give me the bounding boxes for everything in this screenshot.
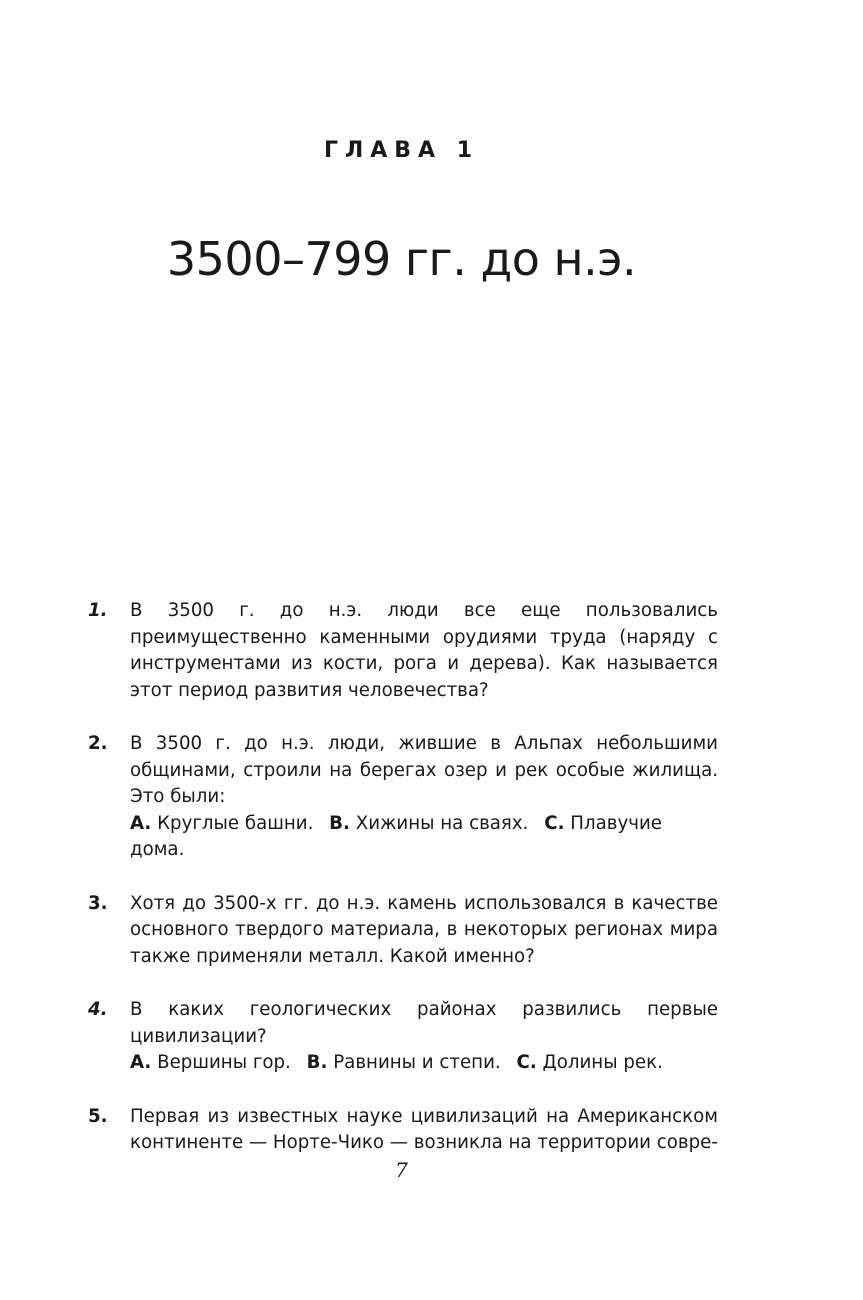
- option-letter: C.: [516, 1052, 537, 1073]
- question-1: [88, 598, 718, 704]
- option-text: Хижины на сваях.: [355, 812, 529, 834]
- option-text: Долины рек.: [542, 1052, 663, 1073]
- question-number: 1.: [88, 600, 108, 621]
- answer-options: [130, 811, 718, 864]
- question-number: 5.: [88, 1105, 108, 1127]
- option-text: Равнины и степи.: [333, 1052, 501, 1073]
- question-text: В каких геологических районах развились первые цивилизации?: [130, 999, 718, 1047]
- option-letter: A.: [130, 812, 152, 834]
- question-3: [88, 891, 718, 971]
- question-number: 3.: [88, 892, 108, 914]
- option-a: [130, 1052, 291, 1073]
- chapter-label: ГЛАВА 1: [323, 138, 480, 163]
- option-b: [329, 813, 528, 834]
- option-letter: B.: [329, 812, 350, 834]
- option-text: Круглые башни.: [157, 812, 314, 834]
- question-4: [88, 997, 718, 1077]
- option-letter: A.: [130, 1052, 152, 1073]
- question-5: [88, 1104, 718, 1157]
- page-number: 7: [395, 1158, 408, 1182]
- question-text: В 3500 г. до н.э. люди все еще пользовались преимущественно каменными орудиями труда (наряду с инструментами из кости, рога и дерева). Как называется этот период развития человечества?: [130, 600, 718, 701]
- option-letter: C.: [544, 812, 565, 834]
- question-number: 2.: [88, 733, 108, 754]
- chapter-title: 3500–799 гг. до н.э.: [166, 232, 637, 286]
- question-list: [88, 598, 718, 1184]
- option-text: Плавучие дома.: [130, 812, 662, 860]
- question-2: [88, 731, 718, 864]
- option-b: [307, 1052, 501, 1073]
- option-text: Вершины гор.: [157, 1052, 291, 1073]
- question-text: Первая из известных науке цивилизаций на Американском континенте — Норте-Чико — возникла на территории совре-: [130, 1105, 718, 1153]
- option-letter: B.: [306, 1052, 328, 1073]
- answer-options: [130, 1050, 718, 1077]
- question-text: Хотя до 3500-х гг. до н.э. камень использовался в качестве основного твердого материала, в некоторых регионах мира также применяли металл. Какой именно?: [130, 892, 718, 967]
- question-number: 4.: [88, 999, 108, 1020]
- option-c: [516, 1052, 662, 1073]
- option-a: [130, 813, 313, 834]
- question-text: В 3500 г. до н.э. люди, жившие в Альпах небольшими общинами, строили на берегах озер и рек особые жилища. Это были:: [130, 733, 718, 807]
